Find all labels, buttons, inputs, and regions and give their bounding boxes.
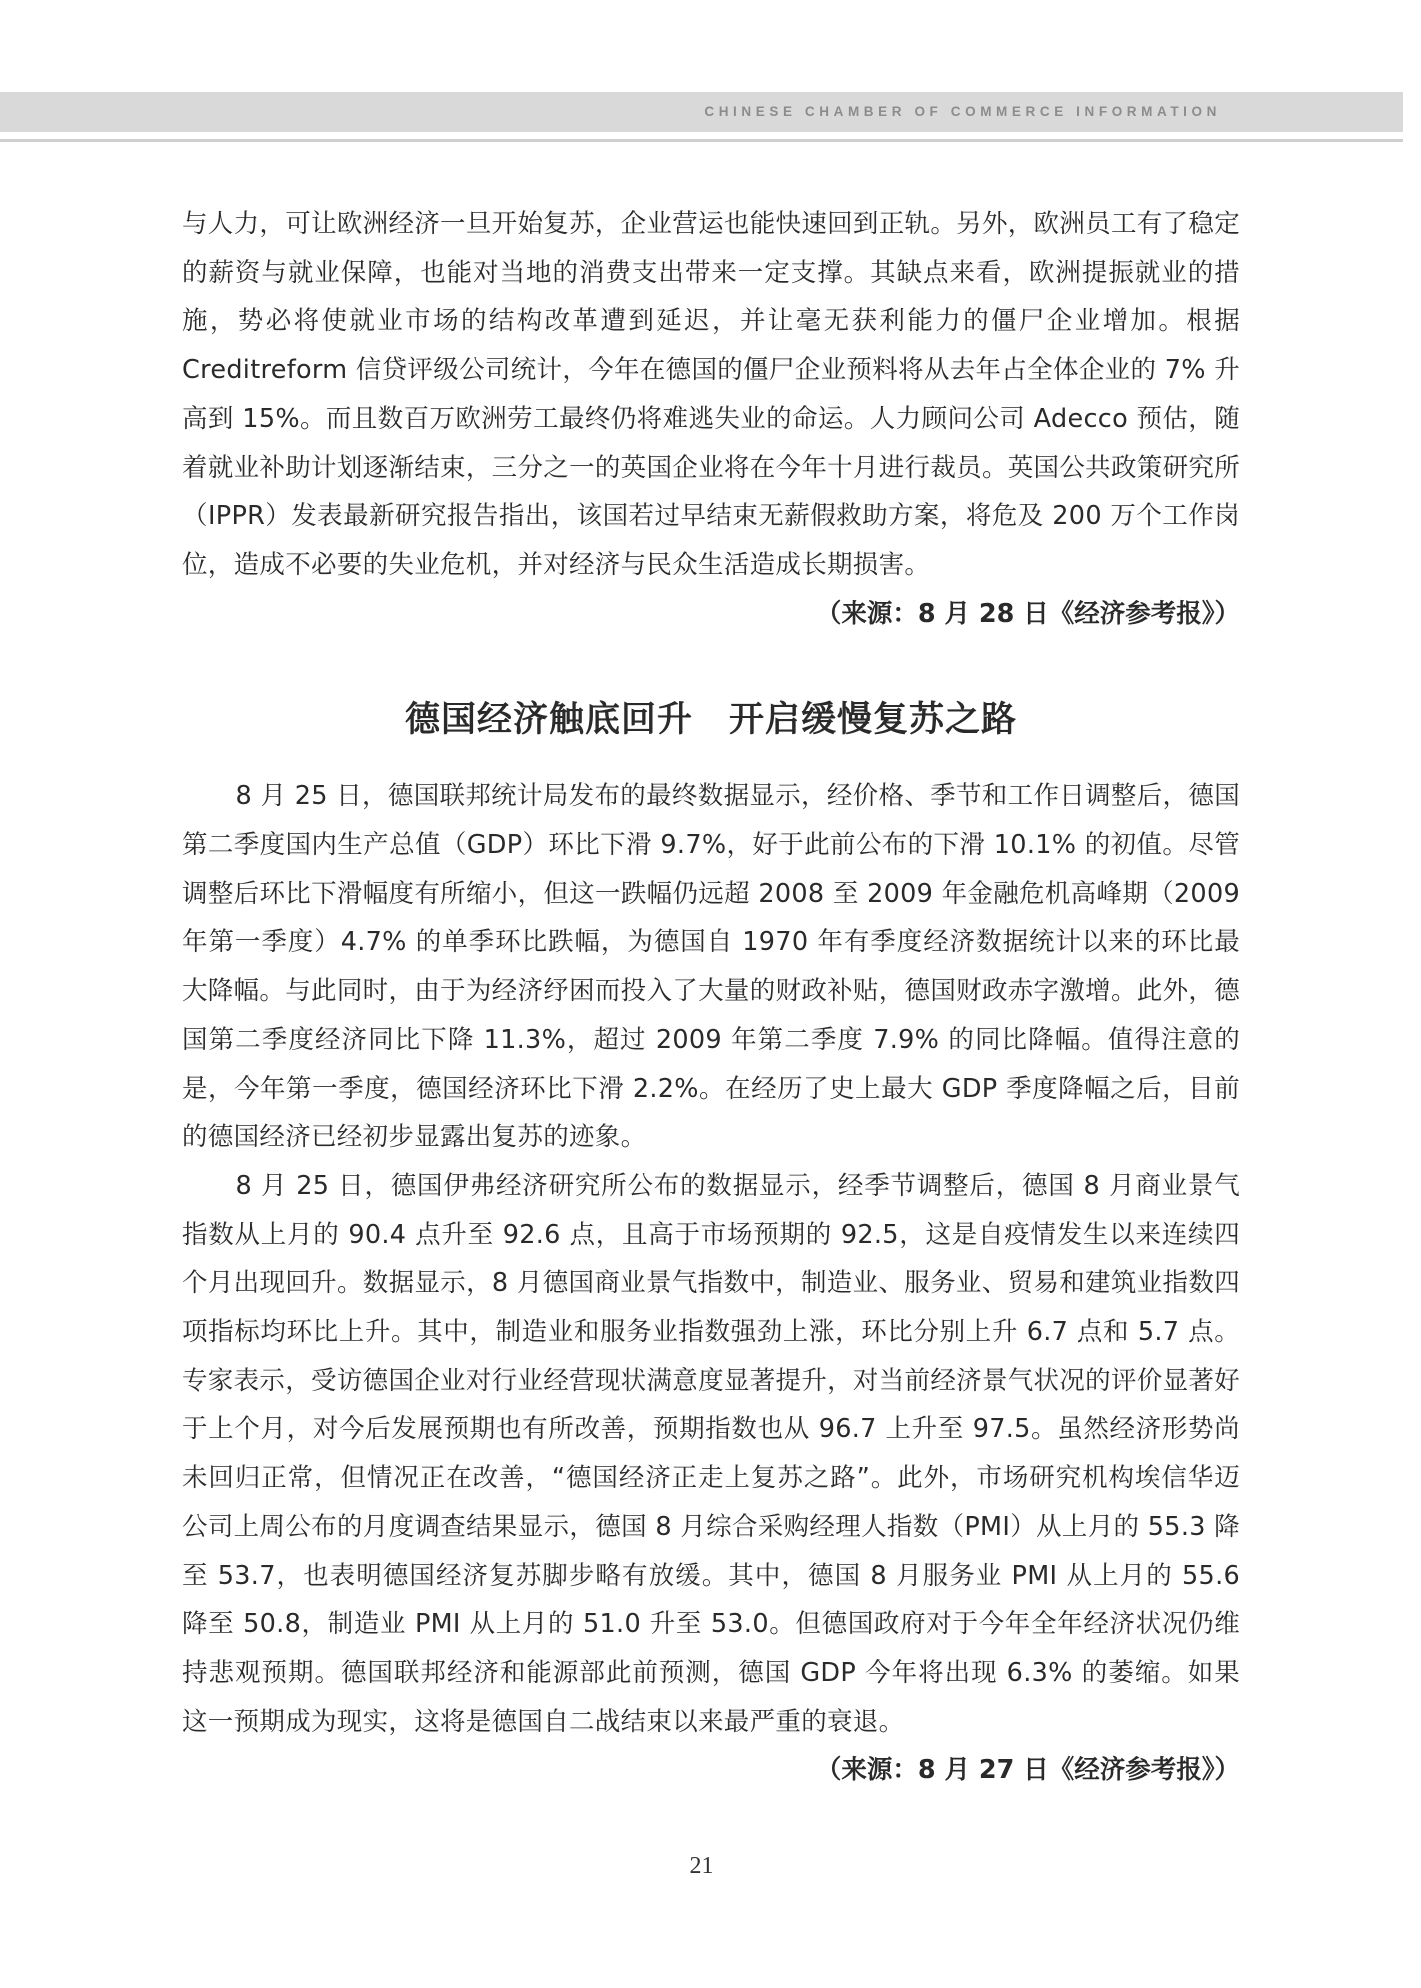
article-paragraph: 8 月 25 日，德国伊弗经济研究所公布的数据显示，经季节调整后，德国 8 月商业景气指数从上月的 90.4 点升至 92.6 点，且高于市场预期的 92.5，这是自疫情发生以来连续四个月出现回升。数据显示，8 月德国商业景气指数中，制造业、服务业、贸易和建筑业指数四项指标均环比上升。其中，制造业和服务业指数强劲上涨，环比分别上升 6.7 点和 5.7 点。专家表示，受访德国企业对行业经营现状满意度显著提升，对当前经济景气状况的评价显著好于上个月，对今后发展预期也有所改善，预期指数也从 96.7 上升至 97.5。虽然经济形势尚未回归正常，但情况正在改善，“德国经济正走上复苏之路”。此外，市场研究机构埃信华迈公司上周公布的月度调查结果显示，德国 8 月综合采购经理人指数（PMI）从上月的 55.3 降至 53.7，也表明德国经济复苏脚步略有放缓。其中，德国 8 月服务业 PMI 从上月的 55.6 降至 50.8，制造业 PMI 从上月的 51.0 升至 53.0。但德国政府对于今年全年经济状况仍维持悲观预期。德国联邦经济和能源部此前预测，德国 GDP 今年将出现 6.3% 的萎缩。如果这一预期成为现实，这将是德国自二战结束以来最严重的衰退。 [182,1170,1240,1737]
running-header: CHINESE CHAMBER OF COMMERCE INFORMATION [704,104,1221,119]
source-citation: （来源：8 月 28 日《经济参考报》） [815,598,1240,629]
continued-paragraph: 与人力，可让欧洲经济一旦开始复苏，企业营运也能快速回到正轨。另外，欧洲员工有了稳定的薪资与就业保障，也能对当地的消费支出带来一定支撑。其缺点来看，欧洲提振就业的措施，势必将使就业市场的结构改革遭到延迟，并让毫无获利能力的僵尸企业增加。根据 Creditreform 信贷评级公司统计，今年在德国的僵尸企业预料将从去年占全体企业的 7% 升高到 15%。而且数百万欧洲劳工最终仍将难逃失业的命运。人力顾问公司 Adecco 预估，随着就业补助计划逐渐结束，三分之一的英国企业将在今年十月进行裁员。英国公共政策研究所（IPPR）发表最新研究报告指出，该国若过早结束无薪假救助方案，将危及 200 万个工作岗位，造成不必要的失业危机，并对经济与民众生活造成长期损害。 [182,209,1240,580]
page-number: 21 [689,1853,714,1879]
article-title: 德国经济触底回升 开启缓慢复苏之路 [404,700,1017,741]
source-citation: （来源：8 月 27 日《经济参考报》） [815,1755,1240,1786]
header-divider [0,139,1403,142]
article-paragraph: 8 月 25 日，德国联邦统计局发布的最终数据显示，经价格、季节和工作日调整后，德国第二季度国内生产总值（GDP）环比下滑 9.7%，好于此前公布的下滑 10.1% 的初值。尽管调整后环比下滑幅度有所缩小，但这一跌幅仍远超 2008 至 2009 年金融危机高峰期（2009 年第一季度）4.7% 的单季环比跌幅，为德国自 1970 年有季度经济数据统计以来的环比最大降幅。与此同时，由于为经济纾困而投入了大量的财政补贴，德国财政赤字激增。此外，德国第二季度经济同比下降 11.3%，超过 2009 年第二季度 7.9% 的同比降幅。值得注意的是，今年第一季度，德国经济环比下滑 2.2%。在经历了史上最大 GDP 季度降幅之后，目前的德国经济已经初步显露出复苏的迹象。 [182,781,1240,1153]
page-body [182,200,1240,1795]
